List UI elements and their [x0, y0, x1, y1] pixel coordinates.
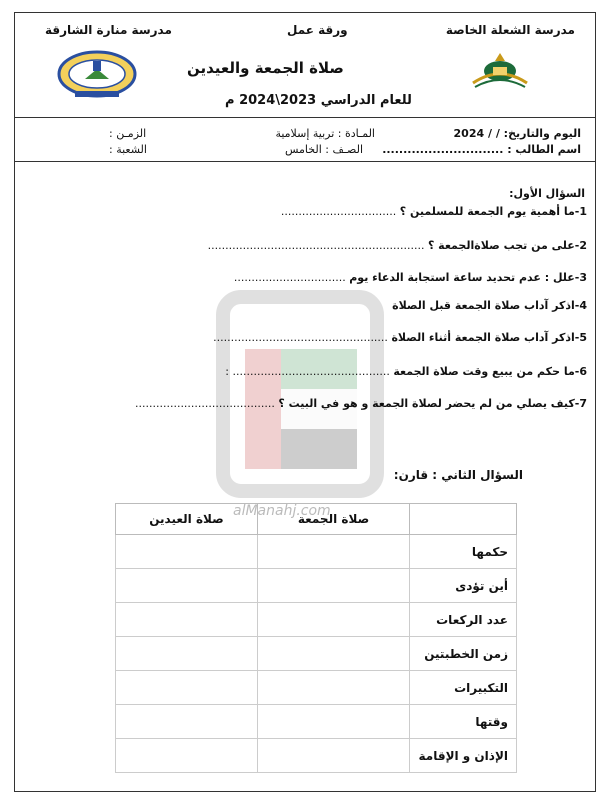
- row-header: عدد الركعات: [410, 603, 517, 637]
- comparison-table: [115, 503, 517, 773]
- document-type: ورقة عمل: [287, 23, 348, 37]
- question-4: [392, 299, 587, 312]
- question-7-text: 7-كيف يصلي من لم يحضر لصلاة الجمعة و هو في البيت ؟: [278, 397, 587, 410]
- answer-cell: [116, 671, 258, 705]
- question-5-text: 5-اذكر آداب صلاة الجمعة أثناء الصلاة: [391, 331, 587, 344]
- worksheet-page: [14, 12, 596, 792]
- question-2: [208, 239, 587, 252]
- answer-cell: [116, 739, 258, 773]
- row-header: الإذان و الإقامة: [410, 739, 517, 773]
- answer-cell: [258, 705, 410, 739]
- question-2-answer-line: ..............................................................: [207, 239, 425, 252]
- section-label: الشعبة :: [109, 143, 147, 156]
- subject-label: المـادة : تربية إسلامية: [275, 127, 375, 140]
- school-name-right: مدرسة الشعلة الخاصة: [445, 23, 575, 37]
- answer-cell: [258, 739, 410, 773]
- table-row: [116, 739, 517, 773]
- date-label: اليوم والتاريخ: / / 2024: [453, 127, 581, 140]
- question-5: [213, 331, 587, 344]
- question-2-text: 2-على من تجب صلاةالجمعة ؟: [427, 239, 587, 252]
- time-label: الزمـن :: [109, 127, 147, 140]
- row-header: أين تؤدى: [410, 569, 517, 603]
- table-corner-cell: [410, 504, 517, 535]
- worksheet-title: صلاة الجمعة والعيدين: [187, 59, 344, 77]
- answer-cell: [258, 671, 410, 705]
- grade-label: الصـف : الخامس: [284, 143, 363, 156]
- question-1: [281, 205, 587, 218]
- question-7-answer-line: ........................................: [134, 397, 275, 410]
- school-emblem-icon: [55, 47, 139, 101]
- answer-cell: [258, 569, 410, 603]
- question-4-text: 4-اذكر آداب صلاة الجمعة قبل الصلاة: [392, 299, 587, 312]
- section-1-title: السؤال الأول:: [509, 187, 585, 200]
- table-row: [116, 603, 517, 637]
- divider-top: [15, 117, 595, 118]
- question-6-answer-line: ............................................. :: [225, 365, 390, 378]
- question-5-answer-line: ..................................................: [213, 331, 388, 344]
- answer-cell: [258, 603, 410, 637]
- school-crest-icon: [465, 51, 535, 91]
- question-6: [225, 365, 587, 378]
- school-name-left: مدرسة منارة الشارقة: [45, 23, 172, 37]
- table-header-row: [116, 504, 517, 535]
- answer-cell: [116, 603, 258, 637]
- table-row: [116, 671, 517, 705]
- table-row: [116, 705, 517, 739]
- column-header-friday: صلاة الجمعة: [258, 504, 410, 535]
- table-row: [116, 569, 517, 603]
- answer-cell: [116, 569, 258, 603]
- column-header-eid: صلاة العيدين: [116, 504, 258, 535]
- divider-info: [15, 161, 595, 162]
- answer-cell: [258, 535, 410, 569]
- table-row: [116, 637, 517, 671]
- question-7: [135, 397, 587, 410]
- question-1-answer-line: .................................: [280, 205, 397, 218]
- academic-year: للعام الدراسي 2023\2024 م: [225, 93, 412, 108]
- question-1-text: 1-ما أهمية يوم الجمعة للمسلمين ؟: [399, 205, 587, 218]
- answer-cell: [116, 535, 258, 569]
- answer-cell: [258, 637, 410, 671]
- watermark-text: alManahj.com: [233, 503, 331, 519]
- question-3: [234, 271, 587, 284]
- answer-cell: [116, 705, 258, 739]
- question-3-text: 3-علل : عدم تحديد ساعة استجابة الدعاء يوم: [349, 271, 587, 284]
- table-row: [116, 535, 517, 569]
- row-header: زمن الخطبتين: [410, 637, 517, 671]
- question-6-text: 6-ما حكم من يبيع وقت صلاة الجمعة: [393, 365, 587, 378]
- row-header: حكمها: [410, 535, 517, 569]
- flag-watermark-icon: [215, 289, 385, 499]
- row-header: التكبيرات: [410, 671, 517, 705]
- section-2-title: السؤال الثاني : قارن:: [393, 468, 523, 482]
- row-header: وقتها: [410, 705, 517, 739]
- answer-cell: [116, 637, 258, 671]
- question-3-answer-line: ................................: [233, 271, 346, 284]
- student-name-label: اسم الطالب : .............................: [382, 143, 581, 156]
